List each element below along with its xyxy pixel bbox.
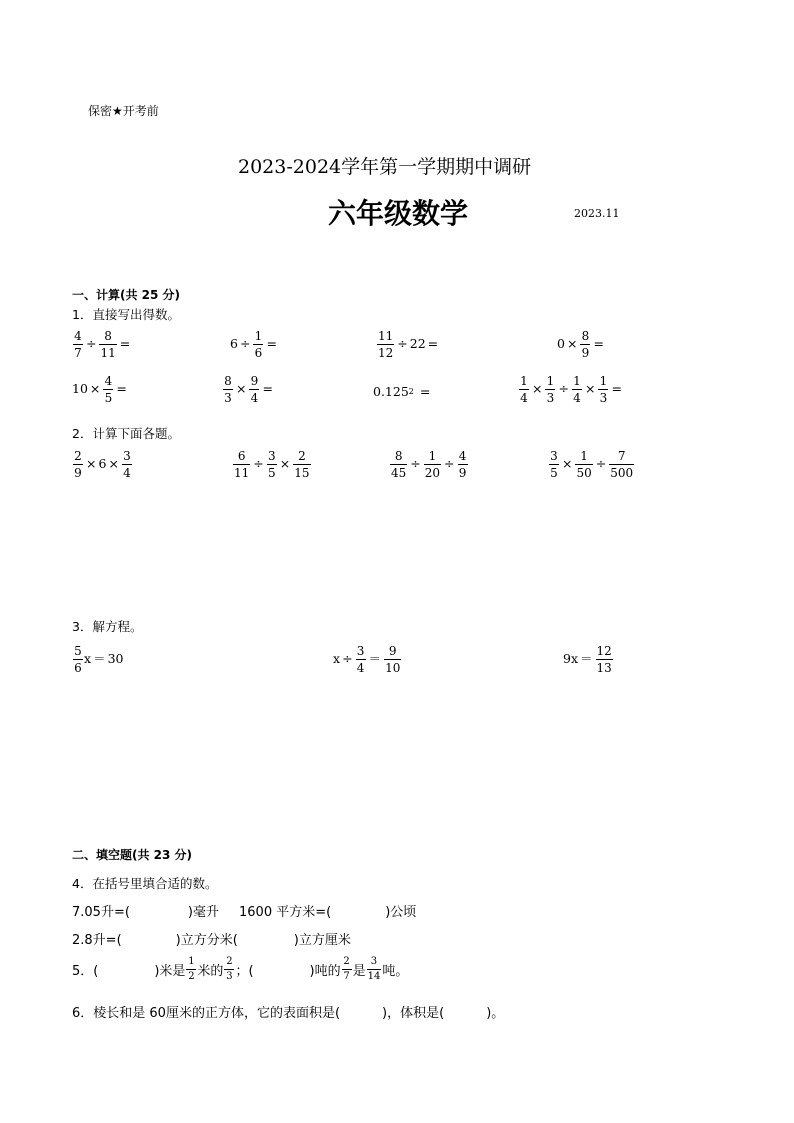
- q4-line-2: 2.8升=( )立方分米( )立方厘米: [72, 933, 351, 948]
- q1-item-6: $\frac{8}{3}$ × $\frac{9}{4}$ =: [224, 374, 273, 405]
- question-3-label: 3．解方程。: [72, 619, 143, 634]
- q2-item-2: $\frac{6}{11}$ ÷ $\frac{3}{5}$ × $\frac{2}{15}$: [234, 449, 310, 480]
- q3-equation-1: $\frac{5}{6}$ x ＝ 30: [74, 644, 124, 675]
- q1-item-1: $\frac{4}{7}$ ÷ $\frac{8}{11}$ =: [74, 329, 131, 360]
- q2-item-3: $\frac{8}{45}$ ÷ $\frac{1}{20}$ ÷ $\frac{4}{9}$: [391, 449, 467, 480]
- subject-title: 六年级数学: [328, 197, 469, 230]
- q1-item-8: $\frac{1}{4}$ × $\frac{1}{3}$ ÷ $\frac{1}{4}$ × $\frac{1}{3}$ =: [520, 374, 622, 405]
- q1-item-2: 6 ÷ $\frac{1}{6}$ =: [230, 329, 277, 360]
- secrecy-label: 保密★开考前: [88, 104, 159, 118]
- q2-item-1: $\frac{2}{9}$ × 6 × $\frac{3}{4}$: [74, 449, 131, 480]
- question-2-label: 2．计算下面各题。: [72, 426, 180, 441]
- exam-title: 2023-2024学年第一学期期中调研: [238, 156, 532, 178]
- question-5: 5．( )米是 $\frac{1}{2}$ 米的 $\frac{2}{3}$ ；( )吨的 $\frac{2}{7}$ 是 $\frac{3}{14}$ 吨。: [72, 956, 409, 982]
- q1-item-7: 0.125 2 =: [373, 384, 431, 399]
- section-2-title: 二、填空题(共 23 分): [72, 848, 193, 862]
- q4-line-1: 7.05升=( )毫升 1600 平方米=( )公顷: [72, 905, 417, 920]
- q1-item-4: 0 × $\frac{8}{9}$ =: [557, 329, 604, 360]
- question-1-label: 1．直接写出得数。: [72, 307, 180, 322]
- q3-equation-3: 9 x ＝ $\frac{12}{13}$: [563, 644, 612, 675]
- q3-equation-2: x ÷ $\frac{3}{4}$ ＝ $\frac{9}{10}$: [333, 644, 401, 675]
- question-6: 6．棱长和是 60厘米的正方体，它的表面积是( )，体积是( )。: [72, 1006, 505, 1021]
- question-4-label: 4．在括号里填合适的数。: [72, 876, 218, 891]
- q2-item-4: $\frac{3}{5}$ × $\frac{1}{50}$ ÷ $\frac{7}{500}$: [550, 449, 634, 480]
- section-1-title: 一、计算(共 25 分): [72, 288, 181, 302]
- exam-date: 2023.11: [574, 207, 620, 220]
- q1-item-3: $\frac{11}{12}$ ÷ 22 =: [378, 329, 439, 360]
- q1-item-5: 10 × $\frac{4}{5}$ =: [72, 374, 127, 405]
